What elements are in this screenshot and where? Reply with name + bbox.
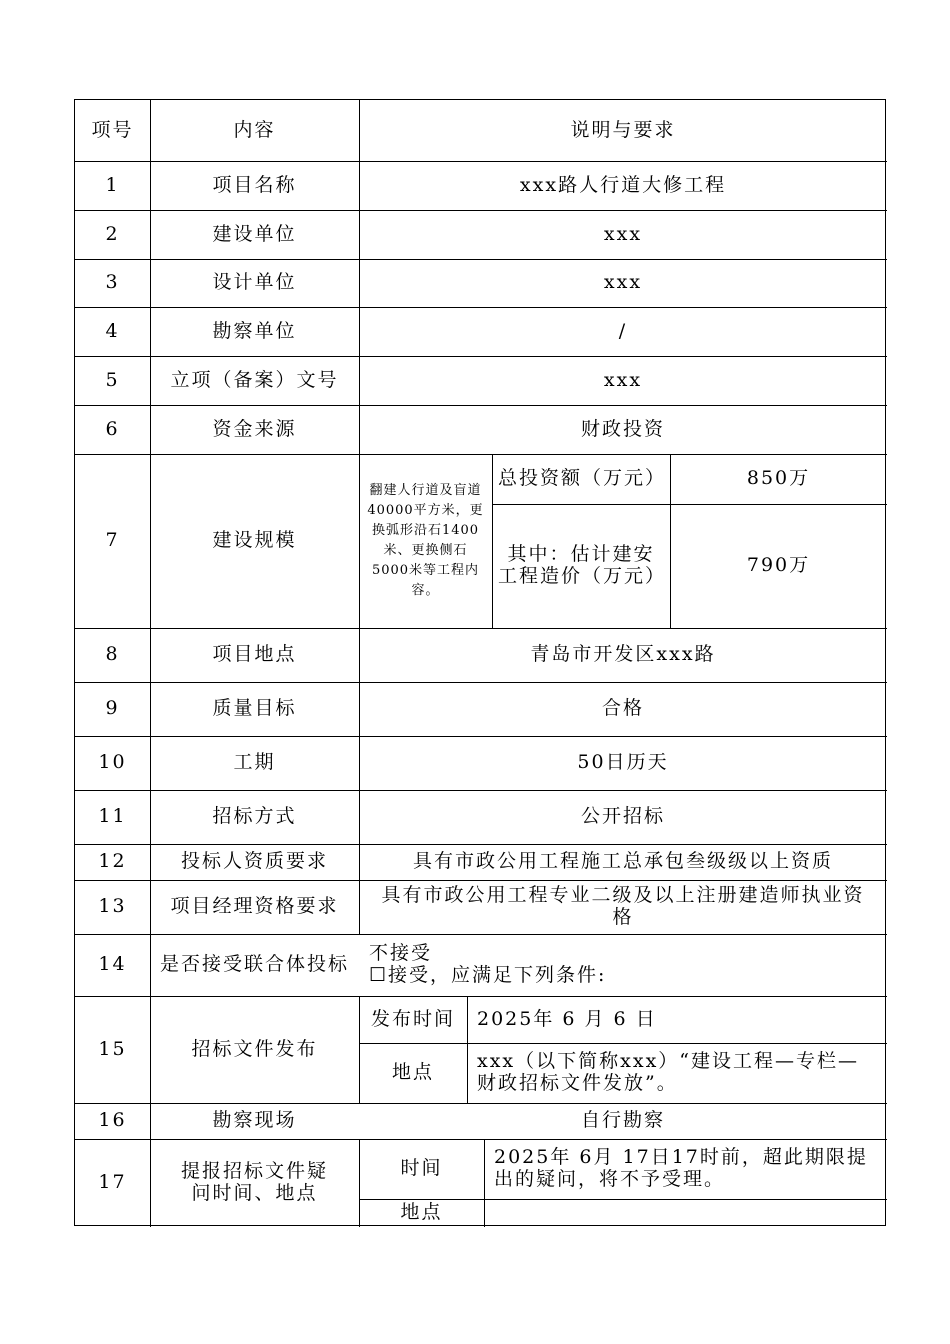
consortium-options [359, 934, 887, 996]
header-requirements: 说明与要求 [570, 118, 676, 141]
row-item: 项目地点 [212, 643, 297, 666]
row-item: 建设规模 [212, 529, 297, 552]
row-item: 招标文件发布 [191, 1037, 318, 1060]
header-content: 内容 [233, 118, 276, 141]
release-place-value: xxx（以下简称xxx）“建设工程—专栏—财政招标文件发放”。 [477, 1050, 860, 1094]
header-number: 项号 [91, 118, 134, 141]
row-number: 6 [105, 417, 120, 440]
row-number: 2 [105, 222, 120, 245]
row-number: 9 [105, 697, 120, 720]
row-value: 50日历天 [577, 751, 669, 774]
row-item: 工期 [233, 751, 276, 774]
row-number: 8 [105, 643, 120, 666]
row-number: 7 [105, 529, 120, 552]
row-item: 项目名称 [212, 173, 297, 196]
row-item: 投标人资质要求 [180, 850, 328, 873]
row-value: / [618, 319, 628, 342]
row-item: 设计单位 [212, 271, 297, 294]
total-investment-value: 850万 [746, 467, 811, 490]
row-value: 自行勘察 [580, 1109, 665, 1132]
row-number: 13 [98, 895, 127, 918]
row-number: 11 [98, 805, 127, 828]
row-number: 17 [98, 1171, 127, 1194]
row-number: 5 [105, 368, 120, 391]
row-item: 勘察现场 [212, 1109, 297, 1132]
option-not-accepted: 不接受 [369, 942, 433, 965]
construction-cost-value: 790万 [746, 554, 811, 577]
row-number: 15 [98, 1037, 127, 1060]
row-item: 立项（备案）文号 [170, 368, 339, 391]
row-number: 3 [105, 271, 120, 294]
row-number: 16 [98, 1109, 127, 1132]
row-number: 1 [105, 173, 120, 196]
construction-scope: 翻建人行道及盲道40000平方米，更换弧形沿石1400米、更换侧石5000米等工程内容。 [367, 482, 484, 599]
question-time-value: 2025年 6月 17日17时前，超此期限提出的疑问，将不予受理。 [494, 1146, 868, 1190]
row-value: xxx [603, 222, 643, 245]
row-value: 具有市政公用工程施工总承包叁级级以上资质 [412, 850, 833, 873]
question-place-label: 地点 [400, 1201, 443, 1224]
row-value: 青岛市开发区xxx路 [530, 643, 716, 666]
row-item: 招标方式 [212, 805, 297, 828]
row-item: 是否接受联合体投标 [159, 953, 349, 976]
option-accepted-checkbox: ☐接受，应满足下列条件: [369, 964, 607, 986]
row-item: 提报招标文件疑问时间、地点 [180, 1160, 328, 1204]
question-place-value [484, 1199, 887, 1227]
row-number: 10 [98, 751, 127, 774]
construction-cost-label: 其中：估计建安工程造价（万元） [498, 543, 667, 587]
question-time-label: 时间 [400, 1157, 443, 1180]
row-value: 公开招标 [580, 805, 665, 828]
row-value: xxx [603, 368, 643, 391]
row-item: 质量目标 [212, 697, 297, 720]
row-value: xxx [603, 271, 643, 294]
row-value: 具有市政公用工程专业二级及以上注册建造师执业资格 [381, 884, 865, 928]
row-value: xxx路人行道大修工程 [519, 173, 727, 196]
row-item: 勘察单位 [212, 319, 297, 342]
release-time-label: 发布时间 [370, 1007, 455, 1030]
row-item: 资金来源 [212, 417, 297, 440]
total-investment-label: 总投资额（万元） [498, 467, 667, 490]
row-number: 4 [105, 319, 120, 342]
row-item: 项目经理资格要求 [170, 895, 339, 918]
release-time-value: 2025年 6 月 6 日 [477, 1007, 657, 1030]
row-number: 14 [98, 953, 127, 976]
row-value: 合格 [601, 697, 644, 720]
release-place-label: 地点 [391, 1061, 434, 1084]
bid-info-table [74, 99, 886, 1226]
row-item: 建设单位 [212, 222, 297, 245]
row-number: 12 [98, 850, 127, 873]
row-value: 财政投资 [580, 417, 665, 440]
